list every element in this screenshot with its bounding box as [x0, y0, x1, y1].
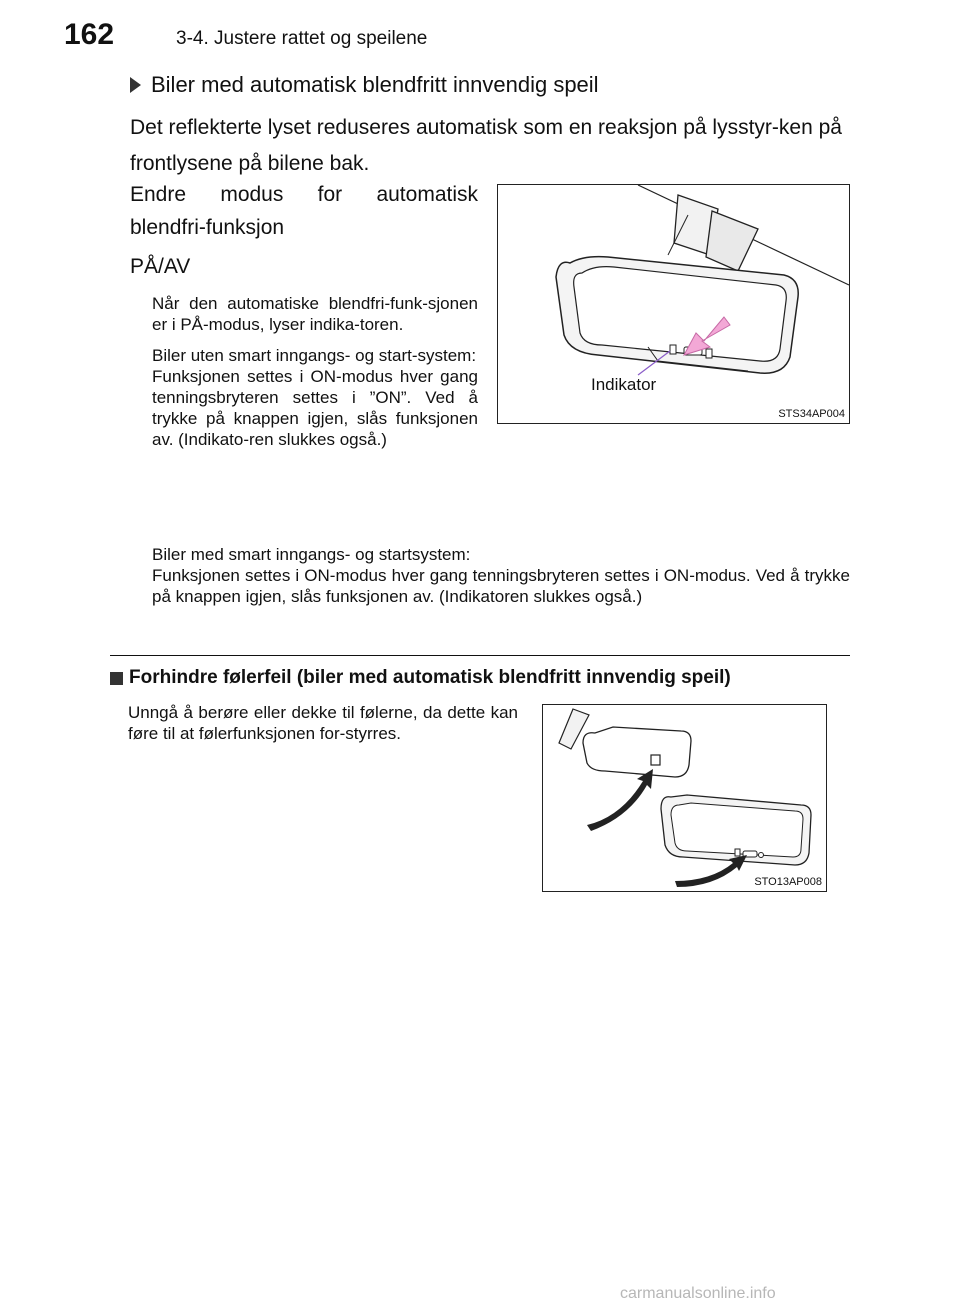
- mode-title-line1: Endre modus for automatisk: [130, 183, 478, 206]
- section1-title: [130, 72, 599, 98]
- on-off-label: PÅ/AV: [130, 255, 191, 278]
- section1-intro: Det reflekterte lyset reduseres automatisk som en reaksjon på lysstyr-ken på frontlysene på bilene bak.: [130, 116, 842, 175]
- watermark: carmanualsonline.info: [620, 1285, 776, 1302]
- triangle-bullet-icon: [130, 77, 141, 93]
- note-smart-entry-body: Funksjonen settes i ON-modus hver gang tenningsbryteren settes i ON-modus. Ved å trykke på knappen igjen, slås funksjonen av. (Indikatoren slukkes også.): [152, 566, 850, 606]
- section2-heading-text: Forhindre følerfeil (biler med automatisk blendfritt innvendig speil): [129, 667, 731, 688]
- mode-column: [130, 178, 478, 450]
- indicator-label: Indikator: [591, 375, 657, 394]
- square-bullet-icon: [110, 672, 123, 685]
- note-no-smart-entry: [152, 345, 478, 450]
- note-smart-entry: [152, 544, 850, 607]
- chapter-title: 3-4. Justere rattet og speilene: [176, 28, 428, 49]
- section2-heading: [110, 667, 731, 689]
- figure1-code: STS34AP004: [778, 408, 845, 420]
- mirror-indicator-figure: [497, 184, 850, 424]
- figure2-code: STO13AP008: [754, 876, 822, 888]
- mirror-illustration: [498, 185, 849, 423]
- note-smart-entry-heading: Biler med smart inngangs- og startsystem:: [152, 545, 471, 564]
- sensor-figure: [542, 704, 827, 892]
- section2-text: Unngå å berøre eller dekke til følerne, da dette kan føre til at følerfunksjonen for-styrres.: [128, 703, 518, 743]
- section-divider: [110, 655, 850, 656]
- page-number: 162: [64, 18, 115, 51]
- mode-title-line2: blendfri-funksjon: [130, 216, 285, 239]
- sensor-illustration: [543, 705, 826, 891]
- section1-title-text: Biler med automatisk blendfritt innvendig speil: [151, 72, 599, 97]
- note-indicator: Når den automatiske blendfri-funk-sjonen er i PÅ-modus, lyser indika-toren.: [152, 294, 478, 334]
- note-no-smart-entry-heading: Biler uten smart inngangs- og start-system:: [152, 346, 477, 365]
- note-no-smart-entry-body: Funksjonen settes i ON-modus hver gang tenningsbryteren settes i ”ON”. Ved å trykke på knappen igjen, slås funksjonen av. (Indikato-ren slukkes også.): [152, 367, 478, 449]
